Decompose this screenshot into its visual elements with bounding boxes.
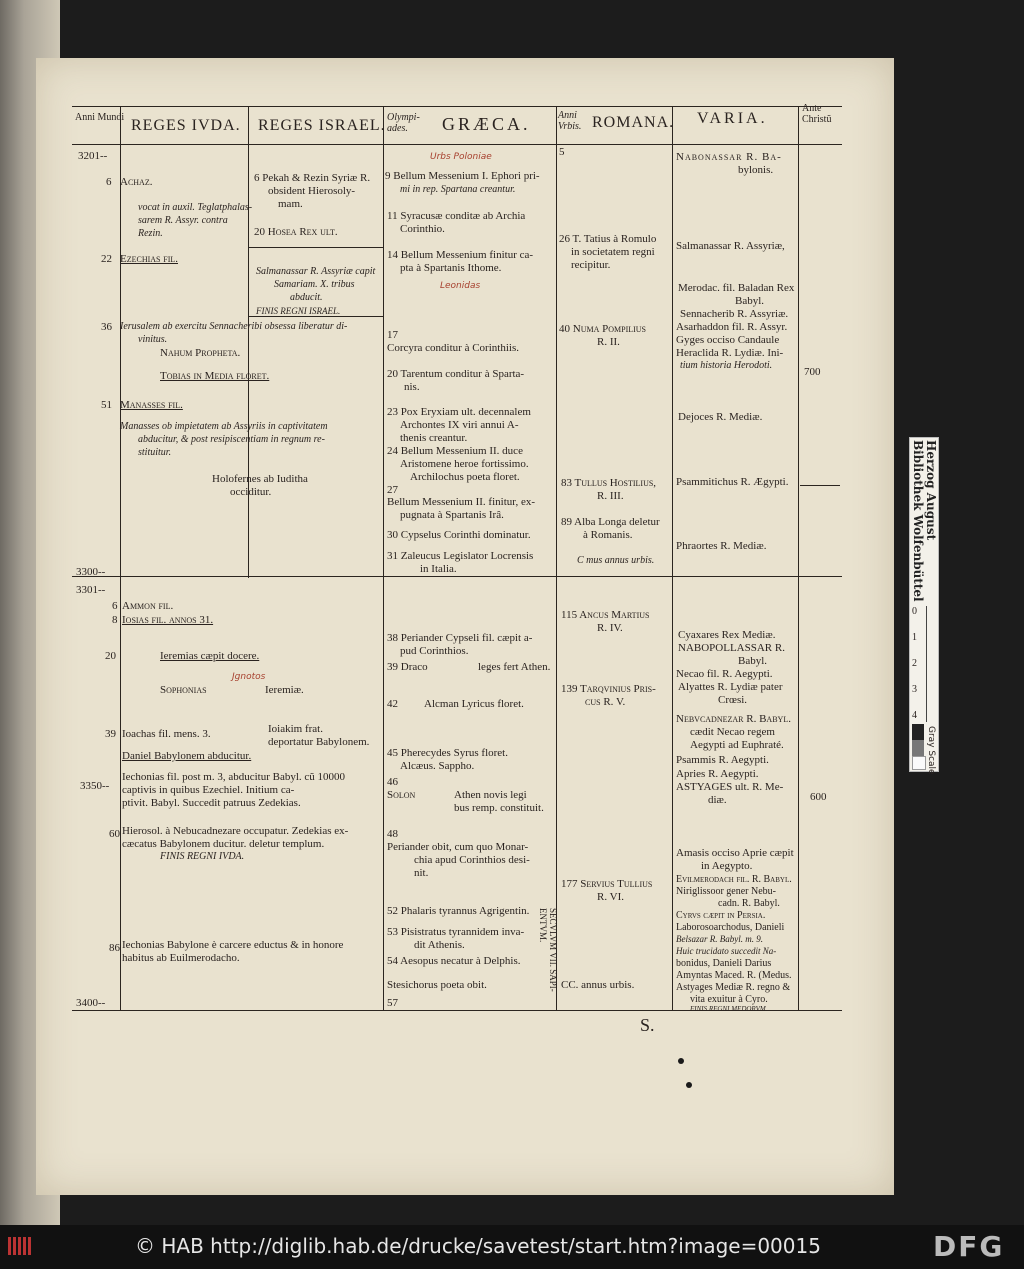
- varia-entry: Nebvcadnezar R. Babyl.: [676, 713, 791, 725]
- iuda-entry: Ioachas fil. mens. 3.: [122, 728, 211, 740]
- col-divider-6: [798, 106, 799, 1011]
- graeca-entry: 57: [387, 997, 398, 1009]
- israel-entry: 20 Hosea Rex ult.: [254, 226, 338, 238]
- iuda-entry: FINIS REGNI IVDA.: [160, 851, 245, 862]
- romana-entry: 89 Alba Longa deletur: [561, 516, 660, 528]
- graeca-entry: 45 Pherecydes Syrus floret.: [387, 747, 508, 759]
- anni-offset: 22: [101, 253, 112, 265]
- ink-dot: [686, 1082, 692, 1088]
- graeca-entry: Periander obit, cum quo Monar-: [387, 841, 529, 853]
- graeca-entry: 38 Periander Cypseli fil. cæpit a-: [387, 632, 533, 644]
- graeca-entry: Corinthio.: [400, 223, 445, 235]
- graeca-entry: Bellum Messenium II. finitur, ex-: [387, 496, 536, 508]
- varia-entry: FINIS REGNI MEDORVM.: [690, 1005, 768, 1013]
- iuda-entry: Holofernes ab Iuditha: [212, 473, 308, 485]
- romana-entry: in societatem regni: [571, 246, 655, 258]
- iuda-entry: Ioiakim frat.: [268, 723, 323, 735]
- graeca-entry: Aristomene heroe fortissimo.: [400, 458, 529, 470]
- graeca-entry: pud Corinthios.: [400, 645, 469, 657]
- col-divider-1: [120, 106, 121, 1011]
- iuda-entry: deportatur Babylonem.: [268, 736, 370, 748]
- scale-label: Herzog August Bibliothek Wolfenbüttel: [911, 440, 938, 602]
- graeca-entry: Corcyra conditur à Corinthiis.: [387, 342, 519, 354]
- iuda-entry: Hierosol. à Nebucadnezare occupatur. Zedekias ex-: [122, 825, 349, 837]
- iuda-entry: Nahum Propheta.: [160, 347, 241, 359]
- gray-swatch: [912, 740, 924, 756]
- romana-entry: R. VI.: [597, 891, 624, 903]
- varia-entry: Necao fil. R. Aegypti.: [676, 668, 773, 680]
- scale-tick: 1: [912, 632, 917, 643]
- varia-entry: Crœsi.: [718, 694, 748, 706]
- varia-entry: Phraortes R. Mediæ.: [676, 540, 767, 552]
- iuda-entry: Iechonias Babylone è carcere eductus & in honore: [122, 939, 344, 951]
- graeca-entry: 31 Zaleucus Legislator Locrensis: [387, 550, 534, 562]
- gray-swatch: [912, 724, 924, 740]
- iuda-entry: habitus ab Euilmerodacho.: [122, 952, 240, 964]
- varia-entry: Apries R. Aegypti.: [676, 768, 759, 780]
- varia-entry: tium historia Herodoti.: [680, 360, 773, 371]
- israel-entry: mam.: [278, 198, 303, 210]
- varia-entry: Niriglissoor gener Nebu-: [676, 886, 776, 897]
- iuda-entry: Iosias fil. annos 31.: [122, 614, 214, 626]
- graeca-entry: thenis creantur.: [400, 432, 468, 444]
- varia-entry: Babyl.: [738, 655, 768, 667]
- table-top-rule: [72, 106, 842, 107]
- graeca-vertical-note: SECVLVM VII. SAPI-ENTVM.: [538, 908, 558, 992]
- scale-tick: 2: [912, 658, 917, 669]
- graeca-entry: 52 Phalaris tyrannus Agrigentin.: [387, 905, 530, 917]
- iuda-entry: Manasses fil.: [120, 399, 183, 411]
- varia-entry: ASTYAGES ult. R. Me-: [676, 781, 784, 793]
- anni-offset: 6: [106, 176, 112, 188]
- iuda-entry: occiditur.: [230, 486, 272, 498]
- varia-entry: Asarhaddon fil. R. Assyr.: [676, 321, 788, 333]
- romana-entry: 40 Numa Pompilius: [559, 323, 647, 335]
- varia-entry: Aegypti ad Euphraté.: [690, 739, 784, 751]
- romana-entry: 26 T. Tatius à Romulo: [559, 233, 657, 245]
- header-bottom-rule: [72, 144, 842, 145]
- israel-entry: obsident Hierosoly-: [268, 185, 356, 197]
- graeca-entry: Alcæus. Sappho.: [400, 760, 475, 772]
- graeca-entry: leges fert Athen.: [478, 661, 551, 673]
- header-romana: ROMANA.: [592, 114, 675, 131]
- israel-entry: Samariam. X. tribus: [274, 279, 355, 290]
- varia-entry: Alyattes R. Lydiæ pater: [678, 681, 783, 693]
- iuda-entry: vinitus.: [138, 334, 168, 345]
- header-graeca: GRÆCA.: [442, 114, 531, 134]
- varia-entry: vita exuitur à Cyro.: [690, 994, 768, 1005]
- israel-entry: Salmanassar R. Assyriæ capit: [256, 266, 376, 277]
- col-divider-4: [556, 106, 557, 1011]
- iuda-entry: Achaz.: [120, 176, 153, 188]
- header-anni-mundi: Anni Mundi: [75, 112, 125, 123]
- varia-entry: Babyl.: [735, 295, 765, 307]
- iuda-entry: Iechonias fil. post m. 3, abducitur Babyl. cũ 10000: [122, 771, 346, 783]
- iuda-entry: abducitur, & post resipiscentiam in regnum re-: [138, 434, 325, 445]
- varia-entry: Psammitichus R. Ægypti.: [676, 476, 789, 488]
- graeca-entry: 27: [387, 484, 398, 496]
- graeca-entry: pugnata à Spartanis Irâ.: [400, 509, 504, 521]
- graeca-entry: 46: [387, 776, 398, 788]
- varia-entry: Dejoces R. Mediæ.: [678, 411, 763, 423]
- ante-christum-value: 700: [804, 366, 821, 378]
- graeca-entry: 53 Pisistratus tyrannidem inva-: [387, 926, 525, 938]
- graeca-entry: 23 Pox Eryxiam ult. decennalem: [387, 406, 531, 418]
- iuda-entry: Daniel Babylonem abducitur.: [122, 750, 252, 762]
- iuda-entry: vocat in auxil. Teglatphalas-: [138, 202, 253, 213]
- year-marker: 3300--: [76, 566, 106, 578]
- romana-entry: 115 Ancus Martius: [561, 609, 650, 621]
- iuda-entry: Manasses ob impietatem ab Assyriis in captivitatem: [120, 421, 328, 432]
- iuda-entry: Ierusalem ab exercitu Sennacheribi obsessa liberatur di-: [120, 321, 348, 332]
- romana-entry: à Romanis.: [583, 529, 633, 541]
- graeca-entry: Archontes IX viri annui A-: [400, 419, 519, 431]
- col-divider-2: [248, 106, 249, 578]
- mid-rule: [72, 576, 842, 577]
- gray-swatch: [912, 756, 926, 770]
- anni-offset: 39: [105, 728, 116, 740]
- iuda-entry: Rezin.: [138, 228, 163, 239]
- iuda-entry: sarem R. Assyr. contra: [138, 215, 228, 226]
- iuda-entry: cæcatus Babylonem ducitur. deletur templum.: [122, 838, 325, 850]
- graeca-entry: 39 Draco: [387, 661, 428, 673]
- varia-entry: Psammis R. Aegypti.: [676, 754, 769, 766]
- romana-entry: R. II.: [597, 336, 620, 348]
- anni-offset: 60: [109, 828, 120, 840]
- romana-entry: recipitur.: [571, 259, 611, 271]
- varia-entry: Gyges occiso Candaule: [676, 334, 780, 346]
- scale-tick: 3: [912, 684, 917, 695]
- romana-entry: cus R. V.: [585, 696, 626, 708]
- romana-entry: 83 Tullus Hostilius,: [561, 477, 657, 489]
- anni-offset: 86: [109, 942, 120, 954]
- ante-rule: [800, 485, 840, 486]
- varia-entry: diæ.: [708, 794, 727, 806]
- col-divider-5: [672, 106, 673, 1011]
- iuda-entry: Ieremiæ.: [265, 684, 304, 696]
- scale-tick: 4: [912, 710, 917, 721]
- iuda-entry: Sophonias: [160, 684, 207, 696]
- varia-entry: in Aegypto.: [701, 860, 753, 872]
- col-divider-3: [383, 106, 384, 1011]
- handwritten-note: Leonidas: [440, 281, 481, 291]
- footer-url-link[interactable]: © HAB http://diglib.hab.de/drucke/savetest/start.htm?image=00015: [135, 1234, 821, 1258]
- anni-offset: 6: [112, 600, 118, 612]
- page-signature: S.: [640, 1015, 655, 1035]
- graeca-entry: bus remp. constituit.: [454, 802, 544, 814]
- varia-entry: cadn. R. Babyl.: [718, 898, 780, 909]
- graeca-entry: 48: [387, 828, 398, 840]
- varia-entry: Heraclida R. Lydiæ. Ini-: [676, 347, 784, 359]
- year-marker: 3350--: [80, 780, 110, 792]
- varia-entry: Evilmerodach fil. R. Babyl.: [676, 874, 792, 885]
- varia-entry: NABOPOLLASSAR R.: [678, 642, 785, 654]
- graeca-entry: 42: [387, 698, 398, 710]
- graeca-entry: 24 Bellum Messenium II. duce: [387, 445, 523, 457]
- israel-entry: 6 Pekah & Rezin Syriæ R.: [254, 172, 371, 184]
- scale-ruler: [926, 606, 937, 722]
- varia-entry: cædit Necao regem: [690, 726, 775, 738]
- iuda-entry: Tobias in Media floret.: [160, 370, 270, 382]
- scale-tick: 0: [912, 606, 917, 617]
- header-ante-christum: Ante Christũ: [802, 103, 832, 125]
- graeca-entry: Archilochus poeta floret.: [410, 471, 520, 483]
- handwritten-note: Urbs Poloniae: [430, 152, 492, 162]
- romana-entry: 5: [559, 146, 565, 158]
- varia-entry: bonidus, Danieli Darius: [676, 958, 772, 969]
- iuda-entry: captivis in quibus Ezechiel. Initium ca-: [122, 784, 295, 796]
- year-marker: 3400--: [76, 997, 106, 1009]
- varia-entry: Huic trucidato succedit Na-: [676, 946, 777, 956]
- anni-offset: 8: [112, 614, 118, 626]
- graeca-entry: Stesichorus poeta obit.: [387, 979, 487, 991]
- year-marker: 3301--: [76, 584, 106, 596]
- graeca-entry: Alcman Lyricus floret.: [424, 698, 524, 710]
- romana-entry: 139 Tarqvinius Pris-: [561, 683, 656, 695]
- handwritten-note: Jgnotos: [232, 672, 266, 682]
- dfg-logo: DFG: [933, 1230, 1005, 1263]
- varia-entry: Cyaxares Rex Mediæ.: [678, 629, 776, 641]
- graeca-entry: Athen novis legi: [454, 789, 527, 801]
- header-varia: VARIA.: [697, 110, 768, 127]
- anni-offset: 20: [105, 650, 116, 662]
- graeca-entry: 17: [387, 329, 398, 341]
- gray-scale-label: Gray Scale: [926, 726, 936, 775]
- anni-offset: 51: [101, 399, 112, 411]
- ante-christum-value: 600: [810, 791, 827, 803]
- iuda-entry: Ammon fil.: [122, 600, 174, 612]
- graeca-entry: Solon: [387, 789, 416, 801]
- romana-entry: C mus annus urbis.: [577, 555, 655, 566]
- romana-entry: 177 Servius Tullius: [561, 878, 653, 890]
- graeca-entry: nis.: [404, 381, 420, 393]
- romana-entry: CC. annus urbis.: [561, 979, 635, 991]
- varia-entry: Cyrvs cæpit in Persia.: [676, 910, 766, 921]
- ink-dot: [678, 1058, 684, 1064]
- varia-entry: Sennacherib R. Assyriæ.: [680, 308, 789, 320]
- iuda-entry: ptivit. Babyl. Succedit patruus Zedekias.: [122, 797, 301, 809]
- graeca-entry: 30 Cypselus Corinthi dominatur.: [387, 529, 531, 541]
- graeca-entry: 9 Bellum Messenium I. Ephori pri-: [385, 170, 540, 182]
- varia-entry: Astyages Mediæ R. regno &: [676, 982, 791, 993]
- romana-entry: R. IV.: [597, 622, 623, 634]
- graeca-entry: chia apud Corinthios desi-: [414, 854, 530, 866]
- varia-entry: Salmanassar R. Assyriæ,: [676, 240, 785, 252]
- varia-entry: Amasis occiso Aprie cæpit: [676, 847, 794, 859]
- iuda-entry: Ieremias cæpit docere.: [160, 650, 260, 662]
- graeca-entry: mi in rep. Spartana creantur.: [400, 184, 516, 195]
- israel-rule: [249, 247, 383, 248]
- varia-entry: Merodac. fil. Baladan Rex: [678, 282, 795, 294]
- header-reges-israel: REGES ISRAEL.: [258, 117, 386, 134]
- header-olympiades: Olympi-ades.: [387, 112, 420, 134]
- varia-entry: bylonis.: [738, 164, 774, 176]
- romana-entry: R. III.: [597, 490, 624, 502]
- varia-entry: Amyntas Maced. R. (Medus.: [676, 970, 792, 981]
- graeca-entry: dit Athenis.: [414, 939, 465, 951]
- year-marker: 3201--: [78, 150, 108, 162]
- graeca-entry: 20 Tarentum conditur à Sparta-: [387, 368, 525, 380]
- iuda-entry: Ezechias fil.: [120, 253, 178, 265]
- israel-entry: FINIS REGNI ISRAEL.: [256, 306, 341, 316]
- varia-entry: Belsazar R. Babyl. m. 9.: [676, 934, 763, 944]
- graeca-entry: pta à Spartanis Ithome.: [400, 262, 502, 274]
- iuda-entry: stituitur.: [138, 447, 172, 458]
- israel-entry: abducit.: [290, 292, 323, 303]
- anni-offset: 36: [101, 321, 112, 333]
- header-anni-urbis: Anni Vrbis.: [558, 110, 582, 132]
- israel-rule: [249, 316, 383, 317]
- graeca-entry: in Italia.: [420, 563, 457, 575]
- graeca-entry: 11 Syracusæ conditæ ab Archia: [387, 210, 526, 222]
- header-reges-iuda: REGES IVDA.: [131, 117, 241, 134]
- graeca-entry: nit.: [414, 867, 429, 879]
- graeca-entry: 14 Bellum Messenium finitur ca-: [387, 249, 534, 261]
- varia-entry: Laborosoarchodus, Danieli: [676, 922, 785, 933]
- hab-logo-icon: [6, 1233, 32, 1259]
- graeca-entry: 54 Aesopus necatur à Delphis.: [387, 955, 521, 967]
- varia-entry: Nabonassar R. Ba-: [676, 151, 782, 163]
